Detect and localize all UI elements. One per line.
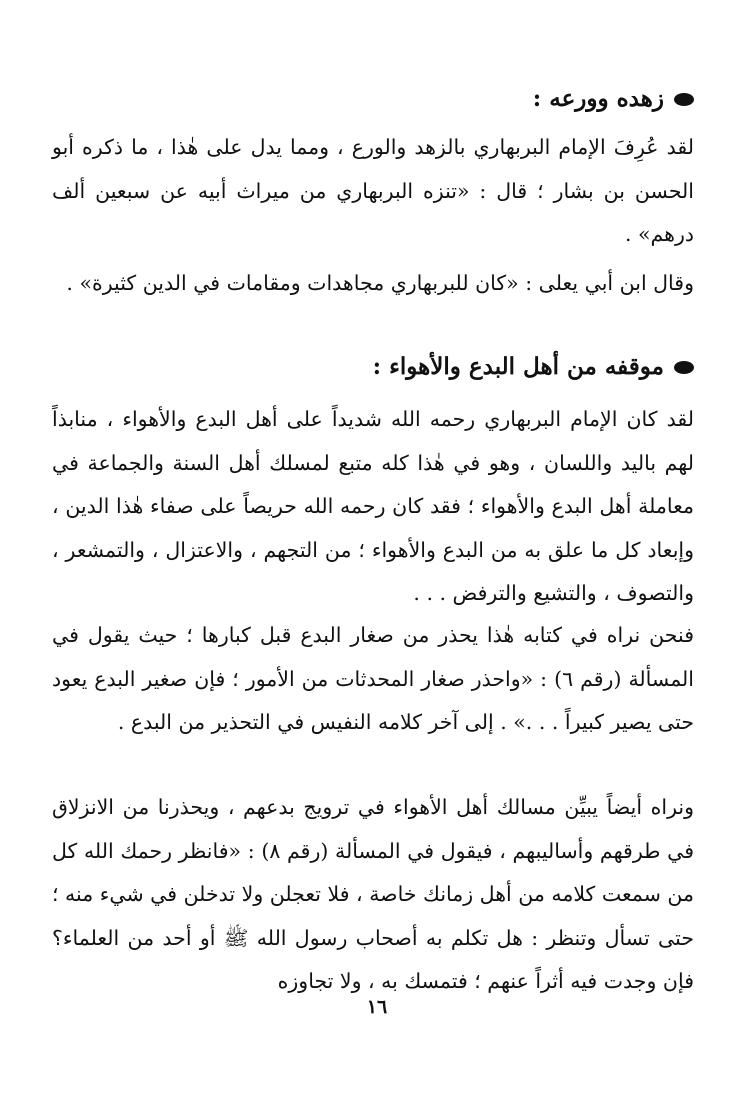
section-heading-asceticism [533, 84, 694, 114]
paragraph-innovators-3: ونراه أيضاً يبيِّن مسالك أهل الأهواء في ترويج بدعهم ، ويحذرنا من الانزلاق في طرقهم وأساليبهم ، فيقول في المسألة (رقم ٨) : «فانظر رحمك الله كل من سمعت كلامه من أهل زمانك خاصة ، فلا تعجلن ولا تدخلن في شيء منه ؛ حتى تسأل وتنظر : هل تكلم به أصحاب رسول الله ﷺ أو أحد من العلماء؟ فإن وجدت فيه أثراً عنهم ؛ فتمسك به ، ولا تجاوزه [52, 795, 694, 993]
bullet-icon [674, 361, 694, 374]
bullet-icon [674, 93, 694, 106]
paragraph-asceticism-2: وقال ابن أبي يعلى : «كان للبربهاري مجاهدات ومقامات في الدين كثيرة» . [66, 271, 694, 295]
paragraph-innovators-1: لقد كان الإمام البربهاري رحمه الله شديداً على أهل البدع والأهواء ، منابذاً لهم باليد واللسان ، وهو في هٰذا كله متبع لمسلك أهل السنة والجماعة في معاملة أهل البدع والأهواء ؛ فقد كان رحمه الله حريصاً على صفاء هٰذا الدين ، وإبعاد كل ما علق به من البدع والأهواء ؛ من التجهم ، والاعتزال ، والتمشعر ، والتصوف ، والتشيع والترفض . . . [52, 407, 694, 605]
heading-text: موقفه من أهل البدع والأهواء : [372, 353, 664, 380]
paragraph-innovators-2: فنحن نراه في كتابه هٰذا يحذر من صغار البدع قبل كبارها ؛ حيث يقول في المسألة (رقم ٦) : «واحذر صغار المحدثات من الأمور ؛ فإن صغير البدع يعود حتى يصير كبيراً . . .» . إلى آخر كلامه النفيس في التحذير من البدع . [52, 623, 695, 734]
page-number: ١٦ [366, 996, 388, 1018]
section-heading-innovators [373, 352, 694, 382]
paragraph-asceticism-1: لقد عُرِفَ الإمام البربهاري بالزهد والورع ، ومما يدل على هٰذا ، ما ذكره أبو الحسن بن بشار ؛ قال : «تنزه البربهاري من ميراث أبيه عن سبعين ألف درهم» . [52, 135, 694, 246]
heading-text: زهده وورعه : [532, 85, 664, 112]
